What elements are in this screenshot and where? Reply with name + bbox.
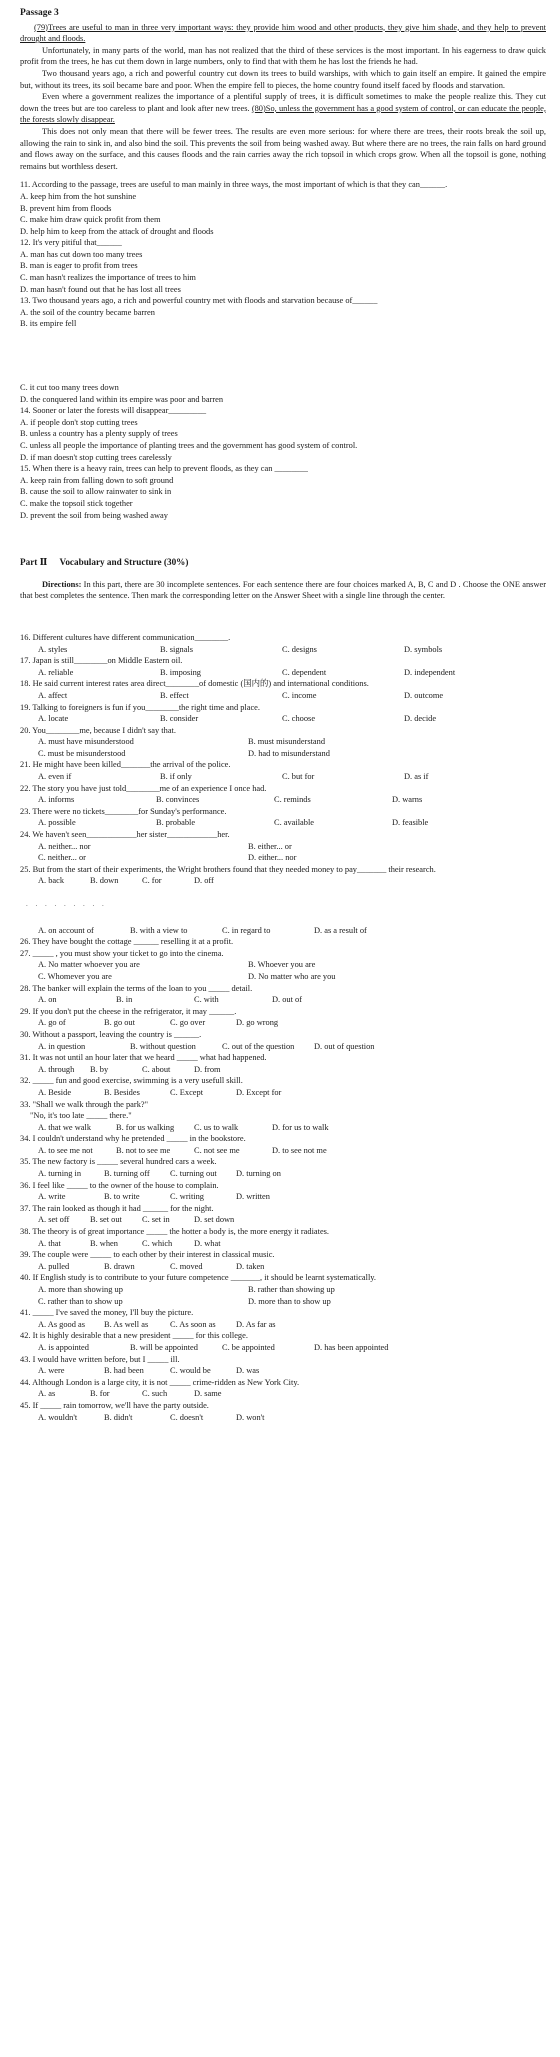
option: D. symbols bbox=[404, 644, 443, 654]
option: A. if people don't stop cutting trees bbox=[20, 417, 138, 427]
option: A. in question bbox=[38, 1041, 86, 1051]
option: B. probable bbox=[156, 818, 196, 828]
option: B. will be appointed bbox=[130, 1342, 198, 1352]
option-row bbox=[20, 1388, 546, 1400]
question-stem: 34. I couldn't understand why he pretended _____ in the bookstore. bbox=[20, 1134, 246, 1144]
underlined-sentence-79: (79)Trees are useful to man in three very important ways: they provide him wood and other products, they give him shade, and they help to prevent drought and floods. bbox=[20, 22, 546, 44]
option: C. but for bbox=[282, 772, 315, 782]
option: A. turning in bbox=[38, 1169, 82, 1179]
passage-paragraph-5: This does not only mean that there will be fewer trees. The results are even more serious: for where there are trees, their roots break the soil up, allowing the rain to sink in, and also bind the soil. This prevents the soil from being washed away. But where there are no trees, the rain falls on hard ground and flows away on the surface, and this causes floods and the rain carries away the rich topsoil in which crops grow. When all the topsoil is gone, nothing remains but worthless desert. bbox=[20, 126, 546, 171]
option: D. set down bbox=[194, 1215, 235, 1225]
option: C. about bbox=[142, 1064, 171, 1074]
vocab-question bbox=[20, 783, 546, 806]
option: D. decide bbox=[404, 714, 437, 724]
reading-questions bbox=[20, 179, 546, 521]
question-stem: 36. I feel like _____ to the owner of the house to complain. bbox=[20, 1180, 219, 1190]
option: A. the soil of the country became barren bbox=[20, 307, 155, 317]
option: C. for bbox=[142, 876, 162, 886]
option: B. Whoever you are bbox=[248, 960, 316, 970]
directions-label: Directions: bbox=[42, 579, 82, 589]
option: A. possible bbox=[38, 818, 76, 828]
option: D. won't bbox=[236, 1412, 265, 1422]
vocab-question bbox=[20, 1377, 546, 1400]
option: D. Except for bbox=[236, 1087, 282, 1097]
question-stem: 37. The rain looked as though it had ______ for the night. bbox=[20, 1203, 214, 1213]
option: D. written bbox=[236, 1192, 270, 1202]
vocab-question bbox=[20, 725, 546, 760]
option: D. out of bbox=[272, 995, 303, 1005]
part-heading bbox=[20, 557, 546, 569]
option: B. must misunderstand bbox=[248, 737, 326, 747]
option-row bbox=[20, 771, 546, 783]
option: C. designs bbox=[282, 644, 317, 654]
question-stem: 44. Although London is a large city, it is not _____ crime-ridden as New York City. bbox=[20, 1377, 300, 1387]
question-stem: 18. He said current interest rates area direct________of domestic (国内的) and international conditions. bbox=[20, 679, 369, 689]
option-row bbox=[20, 713, 546, 725]
option-row bbox=[20, 1041, 546, 1053]
option: A. keep him from the hot sunshine bbox=[20, 191, 137, 201]
vocab-question bbox=[20, 1006, 546, 1029]
vocab-question bbox=[20, 655, 546, 678]
vocab-question bbox=[20, 864, 546, 887]
option: B. go out bbox=[104, 1018, 135, 1028]
option-row bbox=[20, 1087, 546, 1099]
option: C. neither... or bbox=[38, 853, 86, 863]
option-row bbox=[20, 1017, 546, 1029]
rq-14 bbox=[20, 405, 546, 463]
question-stem: 23. There were no tickets________for Sunday's performance. bbox=[20, 806, 227, 816]
option: D. what bbox=[194, 1238, 221, 1248]
option: A. that we walk bbox=[38, 1122, 92, 1132]
option: D. man hasn't found out that he has lost all trees bbox=[20, 284, 181, 294]
vocab-question bbox=[20, 1099, 546, 1134]
option: D. turning on bbox=[236, 1169, 281, 1179]
vocab-question bbox=[20, 983, 546, 1006]
option: B. with a view to bbox=[130, 925, 188, 935]
underlined-sentence-80: (80)So, unless the government has a good system of control, or can educate the people, the forests slowly disappear. bbox=[20, 103, 546, 125]
option: B. for bbox=[90, 1389, 110, 1399]
vocab-question bbox=[20, 632, 546, 655]
question-stem: 29. If you don't put the cheese in the refrigerator, it may ______. bbox=[20, 1006, 237, 1016]
option-row bbox=[20, 1064, 546, 1076]
option: C. must be misunderstood bbox=[38, 748, 126, 758]
option: D. same bbox=[194, 1389, 222, 1399]
option-row bbox=[20, 1284, 546, 1296]
question-stem: 32. _____ fun and good exercise, swimming is a very usefull skill. bbox=[20, 1076, 243, 1086]
option-row bbox=[20, 736, 546, 748]
option-row bbox=[20, 875, 546, 887]
option: D. off bbox=[194, 876, 214, 886]
option-row bbox=[20, 1365, 546, 1377]
option: A. Beside bbox=[38, 1087, 72, 1097]
vocab-question bbox=[20, 759, 546, 782]
option: D. had to misunderstand bbox=[248, 748, 330, 758]
option-row bbox=[20, 817, 546, 829]
option: D. for us to walk bbox=[272, 1122, 329, 1132]
option: B. to write bbox=[104, 1192, 140, 1202]
option: D. feasible bbox=[392, 818, 429, 828]
option: C. Except bbox=[170, 1087, 204, 1097]
directions-text: In this part, there are 30 incomplete sentences. For each sentence there are four choices marked A, B, C and D . Choose the ONE answer that best completes the sentence. Then mark the corresponding letter on the Answer Sheet with a single line through the center. bbox=[20, 579, 547, 601]
question-stem: 11. According to the passage, trees are useful to man mainly in three ways, the most important of which is that they can______. bbox=[20, 180, 448, 190]
option-row bbox=[20, 1238, 546, 1250]
vocab-questions bbox=[20, 632, 546, 1423]
option-row bbox=[20, 1122, 546, 1134]
option: D. out of question bbox=[314, 1041, 375, 1051]
question-stem: 22. The story you have just told________me of an experience I once had. bbox=[20, 783, 267, 793]
option: A. on bbox=[38, 995, 57, 1005]
question-stem: 14. Sooner or later the forests will disappear_________ bbox=[20, 406, 207, 416]
option: B. cause the soil to allow rainwater to sink in bbox=[20, 487, 172, 497]
option-row bbox=[20, 1168, 546, 1180]
vocab-question bbox=[20, 678, 546, 701]
vocab-question bbox=[20, 1029, 546, 1052]
vocab-question bbox=[20, 1156, 546, 1179]
question-stem: 28. The banker will explain the terms of the loan to you _____ detail. bbox=[20, 983, 253, 993]
question-stem: 38. The theory is of great importance _____ the hotter a body is, the more energy it radiates. bbox=[20, 1227, 330, 1237]
option-row bbox=[20, 1191, 546, 1203]
question-stem: 21. He might have been killed_______the arrival of the police. bbox=[20, 760, 231, 770]
option: C. available bbox=[274, 818, 314, 828]
option-row bbox=[20, 748, 546, 760]
option-row bbox=[20, 1145, 546, 1157]
option: C. such bbox=[142, 1389, 168, 1399]
passage-paragraph-3: Two thousand years ago, a rich and powerful country cut down its trees to build warships, with which to gain itself an empire. It gained the empire but, without its trees, its soil became bare and poor. When the empire fell to pieces, the home country found itself faced by floods and starvation. bbox=[20, 68, 546, 90]
vocab-question bbox=[20, 925, 546, 948]
option-row bbox=[20, 1296, 546, 1308]
option: B. its empire fell bbox=[20, 319, 77, 329]
option: C. doesn't bbox=[170, 1412, 204, 1422]
vocab-question bbox=[20, 829, 546, 864]
option: A. go of bbox=[38, 1018, 66, 1028]
rq-12 bbox=[20, 237, 546, 295]
option: C. income bbox=[282, 690, 317, 700]
option: C. unless all people the importance of planting trees and the government has good system of control. bbox=[20, 441, 358, 450]
question-stem: 16. Different cultures have different communication________. bbox=[20, 632, 231, 642]
question-stem: 26. They have bought the cottage ______ reselling it at a profit. bbox=[20, 937, 234, 947]
passage-title: Passage 3 bbox=[20, 8, 59, 18]
rq-15 bbox=[20, 463, 546, 521]
option: D. warns bbox=[392, 795, 423, 805]
option: A. back bbox=[38, 876, 65, 886]
option-row bbox=[20, 644, 546, 656]
question-stem: 41. _____ I've saved the money, I'll buy the picture. bbox=[20, 1308, 194, 1318]
option: B. convinces bbox=[156, 795, 200, 805]
option: B. unless a country has a plenty supply of trees bbox=[20, 429, 178, 439]
question-stem: 12. It's very pitiful that______ bbox=[20, 238, 122, 248]
question-stem: 33. "Shall we walk through the park?" bbox=[20, 1099, 149, 1109]
part-title: Vocabulary and Structure (30%) bbox=[59, 557, 189, 568]
option: C. reminds bbox=[274, 795, 311, 805]
vocab-question bbox=[20, 1226, 546, 1249]
option: A. that bbox=[38, 1238, 61, 1248]
option: D. if man doesn't stop cutting trees carelessly bbox=[20, 452, 172, 462]
option: D. outcome bbox=[404, 690, 444, 700]
vocab-question bbox=[20, 1203, 546, 1226]
option-row bbox=[20, 667, 546, 679]
option: A. man has cut down too many trees bbox=[20, 249, 143, 259]
option: B. without question bbox=[130, 1041, 196, 1051]
option: C. be appointed bbox=[222, 1342, 275, 1352]
vocab-question bbox=[20, 806, 546, 829]
option: D. taken bbox=[236, 1261, 265, 1271]
option: C. choose bbox=[282, 714, 316, 724]
blank-gap bbox=[20, 330, 546, 382]
question-stem: 31. It was not until an hour later that we heard _____ what had happened. bbox=[20, 1053, 267, 1063]
option: C. writing bbox=[170, 1192, 204, 1202]
vocab-question bbox=[20, 1052, 546, 1075]
option: B. imposing bbox=[160, 667, 201, 677]
question-stem: 15. When there is a heavy rain, trees can help to prevent floods, as they can ________ bbox=[20, 464, 308, 474]
option: A. set off bbox=[38, 1215, 70, 1225]
question-stem: 24. We haven't seen____________her sister____________her. bbox=[20, 830, 230, 840]
option-row bbox=[20, 1342, 546, 1354]
option: C. man hasn't realizes the importance of trees to him bbox=[20, 273, 196, 283]
option: A. through bbox=[38, 1064, 75, 1074]
option: C. make the topsoil stick together bbox=[20, 498, 133, 508]
option: B. in bbox=[116, 995, 133, 1005]
question-stem: 40. If English study is to contribute to your future competence _______, it should be learnt systematically. bbox=[20, 1273, 377, 1283]
option: A. keep rain from falling down to soft ground bbox=[20, 475, 174, 485]
option: A. more than showing up bbox=[38, 1285, 123, 1294]
option: C. us to walk bbox=[194, 1122, 239, 1132]
question-stem: 43. I would have written before, but I _____ ill. bbox=[20, 1354, 180, 1364]
question-stem: 13. Two thousand years ago, a rich and powerful country met with floods and starvation because of______ bbox=[20, 296, 378, 306]
option: B. when bbox=[90, 1238, 118, 1248]
vocab-question bbox=[20, 1249, 546, 1272]
option-row bbox=[20, 971, 546, 983]
vocab-question bbox=[20, 1354, 546, 1377]
option: D. from bbox=[194, 1064, 221, 1074]
passage-paragraph-1 bbox=[20, 22, 546, 45]
option: B. by bbox=[90, 1064, 109, 1074]
option: D. go wrong bbox=[236, 1018, 279, 1028]
option: A. were bbox=[38, 1366, 65, 1376]
passage-paragraph-4 bbox=[20, 91, 546, 126]
part-label: Part Ⅱ bbox=[20, 557, 48, 568]
option: C. go over bbox=[170, 1018, 206, 1028]
option: B. man is eager to profit from trees bbox=[20, 261, 138, 271]
option: A. reliable bbox=[38, 667, 74, 677]
option: A. locate bbox=[38, 714, 69, 724]
option: D. to see not me bbox=[272, 1145, 327, 1155]
vocab-question bbox=[20, 948, 546, 983]
option: C. would be bbox=[170, 1366, 211, 1376]
option: A. neither... nor bbox=[38, 841, 91, 851]
question-stem: 30. Without a passport, leaving the country is ______. bbox=[20, 1029, 202, 1039]
option: C. set in bbox=[142, 1215, 170, 1225]
vocab-question bbox=[20, 1330, 546, 1353]
option: A. even if bbox=[38, 772, 72, 782]
option: A. As good as bbox=[38, 1319, 85, 1329]
option: B. for us walking bbox=[116, 1122, 175, 1132]
vocab-question bbox=[20, 1400, 546, 1423]
option: B. Besides bbox=[104, 1087, 140, 1097]
option: B. had been bbox=[104, 1366, 144, 1376]
option-row bbox=[20, 925, 546, 937]
option-row bbox=[20, 841, 546, 853]
option: C. not see me bbox=[194, 1145, 240, 1155]
vocab-question bbox=[20, 1272, 546, 1307]
option: B. didn't bbox=[104, 1412, 133, 1422]
option: B. effect bbox=[160, 690, 189, 700]
option: C. dependent bbox=[282, 667, 327, 677]
option: C. out of the question bbox=[222, 1041, 295, 1051]
option: A. must have misunderstood bbox=[38, 737, 134, 747]
vocab-question bbox=[20, 702, 546, 725]
option-row bbox=[20, 1412, 546, 1424]
question-stem: 42. It is highly desirable that a new president _____ for this college. bbox=[20, 1331, 248, 1341]
option: D. as a result of bbox=[314, 925, 367, 935]
option: B. consider bbox=[160, 714, 199, 724]
option: A. on account of bbox=[38, 925, 94, 935]
option: C. As soon as bbox=[170, 1319, 216, 1329]
option: D. independent bbox=[404, 667, 456, 677]
question-stem: 25. But from the start of their experiments, the Wright brothers found that they needed money to pay_______ their research. bbox=[20, 864, 436, 874]
vocab-question bbox=[20, 1307, 546, 1330]
option-row bbox=[20, 1261, 546, 1273]
option: C. rather than to show up bbox=[38, 1296, 123, 1306]
question-sub-line: "No, it's too late _____ there." bbox=[30, 1111, 132, 1121]
option: D. more than to show up bbox=[248, 1296, 331, 1306]
vocab-question bbox=[20, 1180, 546, 1203]
option-row bbox=[20, 994, 546, 1006]
option: A. No matter whoever you are bbox=[38, 960, 140, 970]
question-stem: 39. The couple were _____ to each other by their interest in classical music. bbox=[20, 1250, 275, 1260]
option-row bbox=[20, 1214, 546, 1226]
option-row bbox=[20, 959, 546, 971]
option-row bbox=[20, 1319, 546, 1331]
option: A. to see me not bbox=[38, 1145, 93, 1155]
option: B. prevent him from floods bbox=[20, 203, 112, 213]
option: A. wouldn't bbox=[38, 1412, 78, 1422]
option: B. drawn bbox=[104, 1261, 135, 1271]
option: B. signals bbox=[160, 644, 194, 654]
option: A. is appointed bbox=[38, 1342, 89, 1352]
directions bbox=[20, 579, 546, 602]
question-stem: 45. If _____ rain tomorrow, we'll have the party outside. bbox=[20, 1400, 209, 1410]
question-stem: 27. _____ , you must show your ticket to go into the cinema. bbox=[20, 948, 224, 958]
question-stem: 20. You________me, because I didn't say that. bbox=[20, 725, 176, 735]
rq-11 bbox=[20, 179, 546, 237]
paragraph-4-text: Even where a government realizes the importance of a plentiful supply of trees, it is difficult sometimes to make the people realize this. They cut down the trees but are too careless to plant and look after new trees. bbox=[20, 92, 546, 113]
option: A. affect bbox=[38, 690, 68, 700]
option: D. No matter who are you bbox=[248, 971, 336, 981]
option-row bbox=[20, 794, 546, 806]
option: B. rather than showing up bbox=[248, 1285, 335, 1294]
option: A. pulled bbox=[38, 1261, 70, 1271]
option: C. turning out bbox=[170, 1169, 217, 1179]
option-row bbox=[20, 852, 546, 864]
rq-13 bbox=[20, 295, 546, 405]
faint-dots: . . . . . . . . . bbox=[26, 900, 107, 908]
option: C. Whomever you are bbox=[38, 971, 112, 981]
option: D. help him to keep from the attack of drought and floods bbox=[20, 226, 214, 236]
vocab-question bbox=[20, 1075, 546, 1098]
option: B. set out bbox=[90, 1215, 122, 1225]
option: A. as bbox=[38, 1389, 56, 1399]
option: B. turning off bbox=[104, 1169, 150, 1179]
question-stem: 35. The new factory is _____ several hundred cars a week. bbox=[20, 1157, 217, 1167]
option: C. it cut too many trees down bbox=[20, 383, 119, 393]
option: D. has been appointed bbox=[314, 1342, 389, 1352]
option: C. moved bbox=[170, 1261, 203, 1271]
option: D. prevent the soil from being washed away bbox=[20, 510, 168, 520]
option: A. write bbox=[38, 1192, 66, 1202]
option: D. was bbox=[236, 1366, 260, 1376]
option-row bbox=[20, 690, 546, 702]
option: C. in regard to bbox=[222, 925, 271, 935]
option: C. which bbox=[142, 1238, 173, 1248]
option: A. informs bbox=[38, 795, 75, 805]
option: B. either... or bbox=[248, 841, 292, 851]
question-stem: 17. Japan is still________on Middle Eastern oil. bbox=[20, 656, 183, 666]
option: B. down bbox=[90, 876, 119, 886]
option: D. as if bbox=[404, 772, 429, 782]
option: B. if only bbox=[160, 772, 192, 782]
vocab-question bbox=[20, 1133, 546, 1156]
option: A. styles bbox=[38, 644, 68, 654]
option: C. with bbox=[194, 995, 219, 1005]
option: C. make him draw quick profit from them bbox=[20, 215, 161, 225]
question-stem: 19. Talking to foreigners is fun if you________the right time and place. bbox=[20, 702, 260, 712]
option: D. As far as bbox=[236, 1319, 276, 1329]
option: B. As well as bbox=[104, 1319, 149, 1329]
option: D. either... nor bbox=[248, 853, 297, 863]
option: B. not to see me bbox=[116, 1145, 171, 1155]
option: D. the conquered land within its empire was poor and barren bbox=[20, 394, 224, 404]
passage-paragraph-2: Unfortunately, in many parts of the world, man has not realized that the third of these services is the most important. In his eagerness to draw quick profit from the trees, he has cut them down in large numbers, only to find that with them he has lost the friends he had. bbox=[20, 45, 546, 67]
